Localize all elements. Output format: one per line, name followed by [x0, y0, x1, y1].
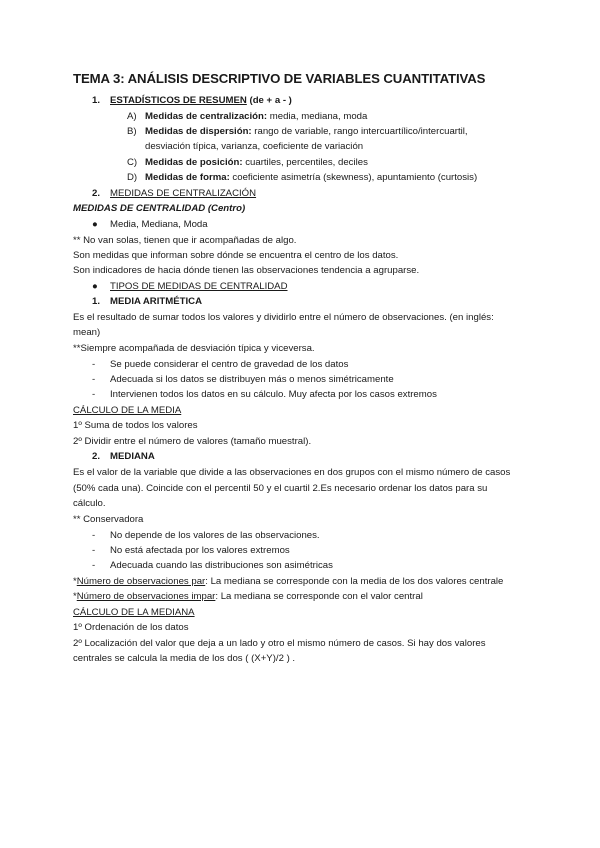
dash-item: - No está afectada por los valores extremos [92, 545, 290, 556]
even-rule: *Número de observaciones par: La mediana se corresponde con la media de los dos valores centrale [73, 576, 504, 587]
calc-step: 1º Ordenación de los datos [73, 622, 189, 633]
paragraph: Son medidas que informan sobre dónde se encuentra el centro de los datos. [73, 250, 399, 261]
paragraph: Es el resultado de sumar todos los valores y dividirlo entre el número de observaciones. (en inglés: [73, 312, 494, 323]
note: ** Conservadora [73, 514, 144, 525]
paragraph: mean) [73, 327, 101, 338]
section-number: 1. [92, 95, 101, 106]
section-2-heading: 2. MEDIDAS DE CENTRALIZACIÓN [92, 188, 257, 199]
list-item-continuation: desviación típica, varianza, coeficiente de variación [145, 141, 364, 152]
section-suffix: (de + a - ) [246, 95, 292, 106]
dash-item: - Se puede considerar el centro de gravedad de los datos [92, 359, 349, 370]
section-title: ESTADÍSTICOS DE RESUMEN [110, 95, 247, 106]
dash-item: - No depende de los valores de las observaciones. [92, 530, 320, 541]
note: ** No van solas, tienen que ir acompañadas de algo. [73, 235, 297, 246]
calc-step: centrales se calcula la media de los dos ( (X+Y)/2 ) . [73, 653, 296, 664]
odd-rule: *Número de observaciones impar: La mediana se corresponde con el valor central [73, 591, 423, 602]
paragraph: Es el valor de la variable que divide a las observaciones en dos grupos con el mismo número de casos [73, 467, 511, 478]
paragraph: Son indicadores de hacia dónde tienen las observaciones tendencia a agruparse. [73, 265, 420, 276]
calc-heading: CÁLCULO DE LA MEDIANA [73, 607, 195, 618]
paragraph: cálculo. [73, 498, 106, 509]
median-heading: 2. MEDIANA [92, 451, 155, 462]
dash-item: - Adecuada si los datos se distribuyen más o menos simétricamente [92, 374, 394, 385]
calc-step: 2º Dividir entre el número de valores (tamaño muestral). [73, 436, 312, 447]
dash-item: - Adecuada cuando las distribuciones son asimétricas [92, 560, 333, 571]
list-item: A) Medidas de centralización: media, mediana, moda [127, 111, 368, 122]
section-1-heading [92, 95, 292, 107]
list-item: D) Medidas de forma: coeficiente asimetría (skewness), apuntamiento (curtosis) [127, 172, 478, 183]
note: **Siempre acompañada de desviación típica y viceversa. [73, 343, 315, 354]
list-item: C) Medidas de posición: cuartiles, percentiles, deciles [127, 157, 368, 168]
calc-heading: CÁLCULO DE LA MEDIA [73, 405, 182, 416]
paragraph: (50% cada una). Coincide con el percentil 50 y el cuartil 2.Es necesario ordenar los datos para su [73, 483, 488, 494]
bullet-icon: ● [92, 219, 98, 230]
bullet-item: ● TIPOS DE MEDIDAS DE CENTRALIDAD [92, 281, 288, 292]
dash-item: - Intervienen todos los datos en su cálculo. Muy afecta por los casos extremos [92, 389, 437, 400]
list-item: B) Medidas de dispersión: rango de variable, rango intercuartílico/intercuartil, [127, 126, 468, 137]
bullet-icon: ● [92, 281, 98, 292]
centrality-subtitle: MEDIDAS DE CENTRALIDAD (Centro) [73, 203, 246, 214]
calc-step: 2º Localización del valor que deja a un lado y otro el mismo número de casos. Si hay dos valores [73, 638, 486, 649]
mean-heading: 1. MEDIA ARITMÉTICA [92, 296, 203, 307]
calc-step: 1º Suma de todos los valores [73, 420, 198, 431]
bullet-item: ● Media, Mediana, Moda [92, 219, 208, 230]
document-title: TEMA 3: ANÁLISIS DESCRIPTIVO DE VARIABLES CUANTITATIVAS [73, 71, 486, 86]
